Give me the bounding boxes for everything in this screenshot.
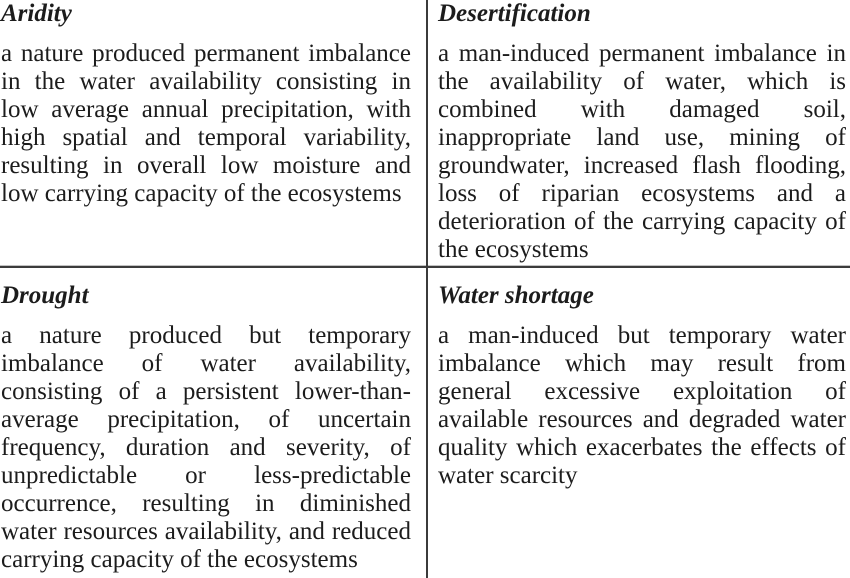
cell-drought [0,268,426,578]
term-title-water-shortage: Water shortage [438,282,594,309]
cell-aridity [0,0,426,265]
term-definition-aridity: a nature produced permanent imbalance in the water availability consisting in low average annual precipitation, with high spatial and temporal variability, resulting in overall low moisture and low carrying capacity of the ecosystems [1,40,411,207]
cell-desertification [426,0,850,265]
cell-water-shortage [426,268,850,578]
term-definition-desertification: a man-induced permanent imbalance in the availability of water, which is combined with damaged soil, inappropriate land use, mining of groundwater, increased flash flooding, loss of riparian ecosystems and a deterioration of the carrying capacity of the ecosystems [438,40,846,263]
term-title-aridity: Aridity [1,0,72,27]
column-divider-rule [426,0,428,578]
table-row-bottom [0,268,850,578]
term-definition-drought: a nature produced but temporary imbalance of water availability, consisting of a persistent lower-than-average precipitation, of uncertain frequency, duration and severity, of unpredictable or less-predictable occurrence, resulting in diminished water resources availability, and reduced carrying capacity of the ecosystems [1,322,411,573]
table-row-top [0,0,850,265]
term-definition-water-shortage: a man-induced but temporary water imbalance which may result from general excessive exploitation of available resources and degraded water quality which exacerbates the effects of water scarcity [438,322,846,489]
term-title-drought: Drought [1,282,89,309]
term-title-desertification: Desertification [438,0,591,27]
